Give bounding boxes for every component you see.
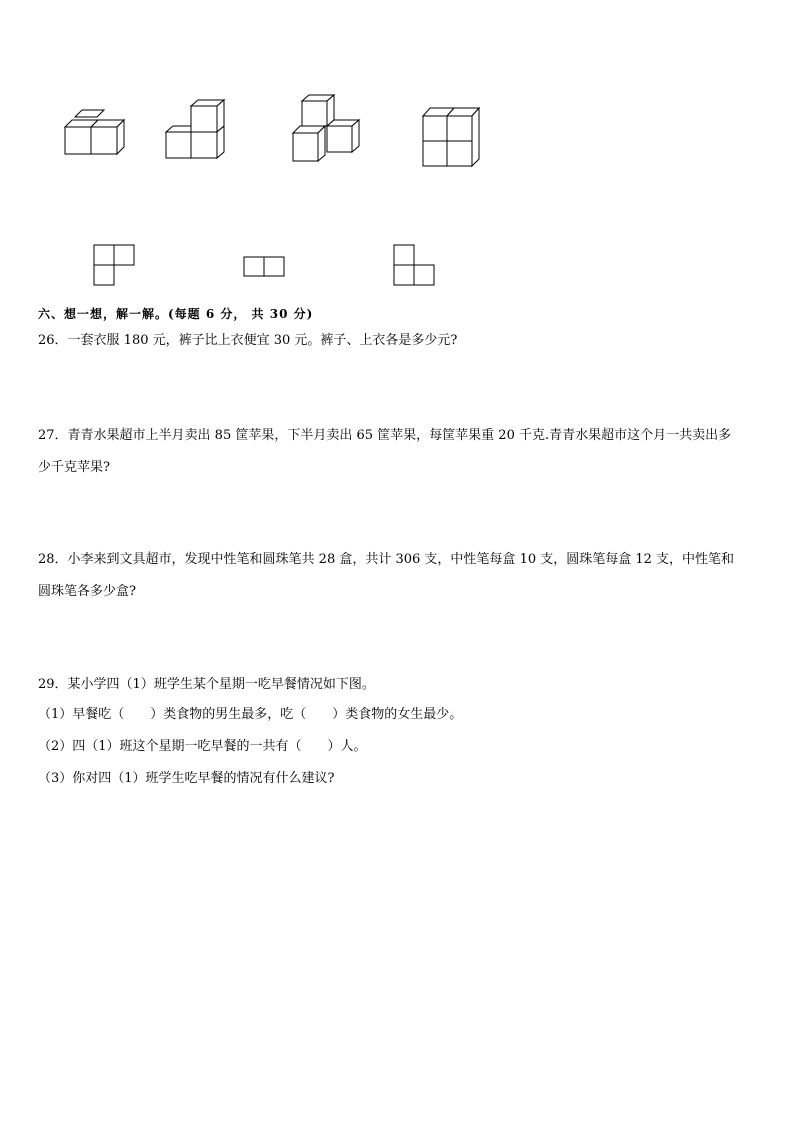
question-text: 一套衣服 180 元，裤子比上衣便宜 30 元。裤子、上衣各是多少元? xyxy=(67,333,458,348)
question-28 xyxy=(38,552,734,568)
question-29-sub-1: （1）早餐吃（ ）类食物的男生最多，吃（ ）类食物的女生最少。 xyxy=(38,707,463,722)
cube-figure-3 xyxy=(290,93,365,165)
section-title: 六、想一想，解一解。(每题 6 分， 共 30 分) xyxy=(38,307,314,321)
question-29 xyxy=(38,677,375,693)
question-number: 29． xyxy=(38,677,68,692)
question-number: 26． xyxy=(38,333,68,348)
question-27 xyxy=(38,428,731,444)
question-29-sub-2: （2）四（1）班这个星期一吃早餐的一共有（ ）人。 xyxy=(38,739,367,754)
question-number: 27． xyxy=(38,428,68,443)
question-27-continued: 少千克苹果? xyxy=(38,460,110,475)
question-text: 青青水果超市上半月卖出 85 筐苹果，下半月卖出 65 筐苹果，每筐苹果重 20 千克.青青水果超市这个月一共卖出多 xyxy=(67,428,732,443)
question-28-continued: 圆珠笔各多少盒? xyxy=(38,584,136,599)
view-shape-3 xyxy=(393,244,437,288)
view-shape-1 xyxy=(93,244,137,288)
question-text: 小李来到文具超市，发现中性笔和圆珠笔共 28 盒，共计 306 支，中性笔每盒 10 支，圆珠笔每盒 12 支，中性笔和 xyxy=(67,552,735,567)
cube-figure-2 xyxy=(163,98,233,162)
question-26 xyxy=(38,333,457,349)
cube-figure-4 xyxy=(418,105,486,169)
question-29-sub-3: （3）你对四（1）班学生吃早餐的情况有什么建议? xyxy=(38,771,335,786)
cube-figure-1 xyxy=(60,110,130,160)
question-number: 28． xyxy=(38,552,68,567)
question-text: 某小学四（1）班学生某个星期一吃早餐情况如下图。 xyxy=(67,677,375,692)
view-shape-2 xyxy=(243,256,287,278)
